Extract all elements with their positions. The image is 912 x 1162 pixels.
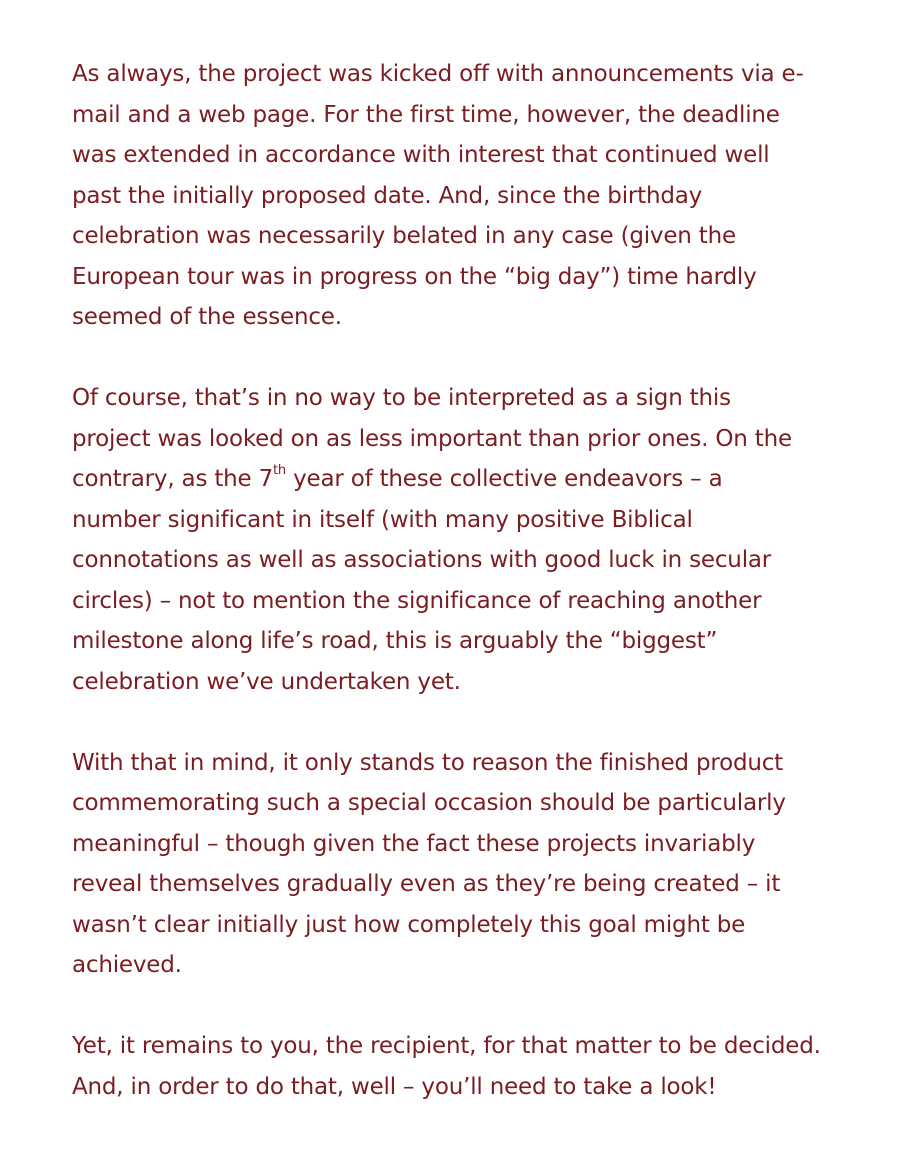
paragraph-4-line-1: Yet, it remains to you, the recipient, for that matter to be decided. <box>72 1033 821 1059</box>
paragraph-3 <box>72 743 892 986</box>
paragraph-2-line-2: project was looked on as less important than prior ones. On the <box>72 425 792 452</box>
paragraph-2-line-5: connotations as well as associations with good luck in secular <box>72 547 772 573</box>
ordinal-suffix: th <box>273 463 286 478</box>
paragraph-1-line-2: mail and a web page. For the first time, however, the deadline <box>72 101 780 128</box>
paragraph-2-line-3-before: contrary, as the 7 <box>72 466 274 492</box>
paragraph-2-line-8: celebration we’ve undertaken yet. <box>72 668 461 695</box>
paragraph-4 <box>72 1026 892 1107</box>
paragraph-2-line-1: Of course, that’s in no way to be interpreted as a sign this <box>72 385 731 411</box>
paragraph-4-line-2: And, in order to do that, well – you’ll need to take a look! <box>72 1073 717 1100</box>
paragraph-3-line-4: reveal themselves gradually even as they’re being created – it <box>72 871 781 897</box>
paragraph-3-line-1: With that in mind, it only stands to reason the finished product <box>72 749 784 776</box>
paragraph-2-line-4: number significant in itself (with many positive Biblical <box>72 506 693 533</box>
paragraph-1 <box>72 54 892 338</box>
body-text <box>72 54 892 1107</box>
paragraph-1-line-1: As always, the project was kicked off with announcements via e- <box>72 61 804 87</box>
paragraph-3-line-2: commemorating such a special occasion should be particularly <box>72 790 786 816</box>
paragraph-1-line-6: European tour was in progress on the “big day”) time hardly <box>72 263 757 290</box>
paragraph-2-line-3-after: year of these collective endeavors – a <box>285 466 723 492</box>
paragraph-2-line-6: circles) – not to mention the significance of reaching another <box>72 587 762 614</box>
paragraph-1-line-4: past the initially proposed date. And, since the birthday <box>72 182 703 209</box>
paragraph-2 <box>72 378 892 702</box>
paragraph-2-line-7: milestone along life’s road, this is arguably the “biggest” <box>72 628 718 654</box>
paragraph-1-line-5: celebration was necessarily belated in any case (given the <box>72 223 736 249</box>
paragraph-3-line-3: meaningful – though given the fact these projects invariably <box>72 830 756 857</box>
paragraph-1-line-7: seemed of the essence. <box>72 304 342 330</box>
paragraph-1-line-3: was extended in accordance with interest that continued well <box>72 142 770 168</box>
paragraph-3-line-6: achieved. <box>72 952 182 978</box>
paragraph-2-line-3 <box>72 459 892 500</box>
paragraph-spacer <box>72 986 892 1027</box>
paragraph-3-line-5: wasn’t clear initially just how completely this goal might be <box>72 911 746 938</box>
paragraph-spacer <box>72 702 892 743</box>
paragraph-spacer <box>72 338 892 379</box>
